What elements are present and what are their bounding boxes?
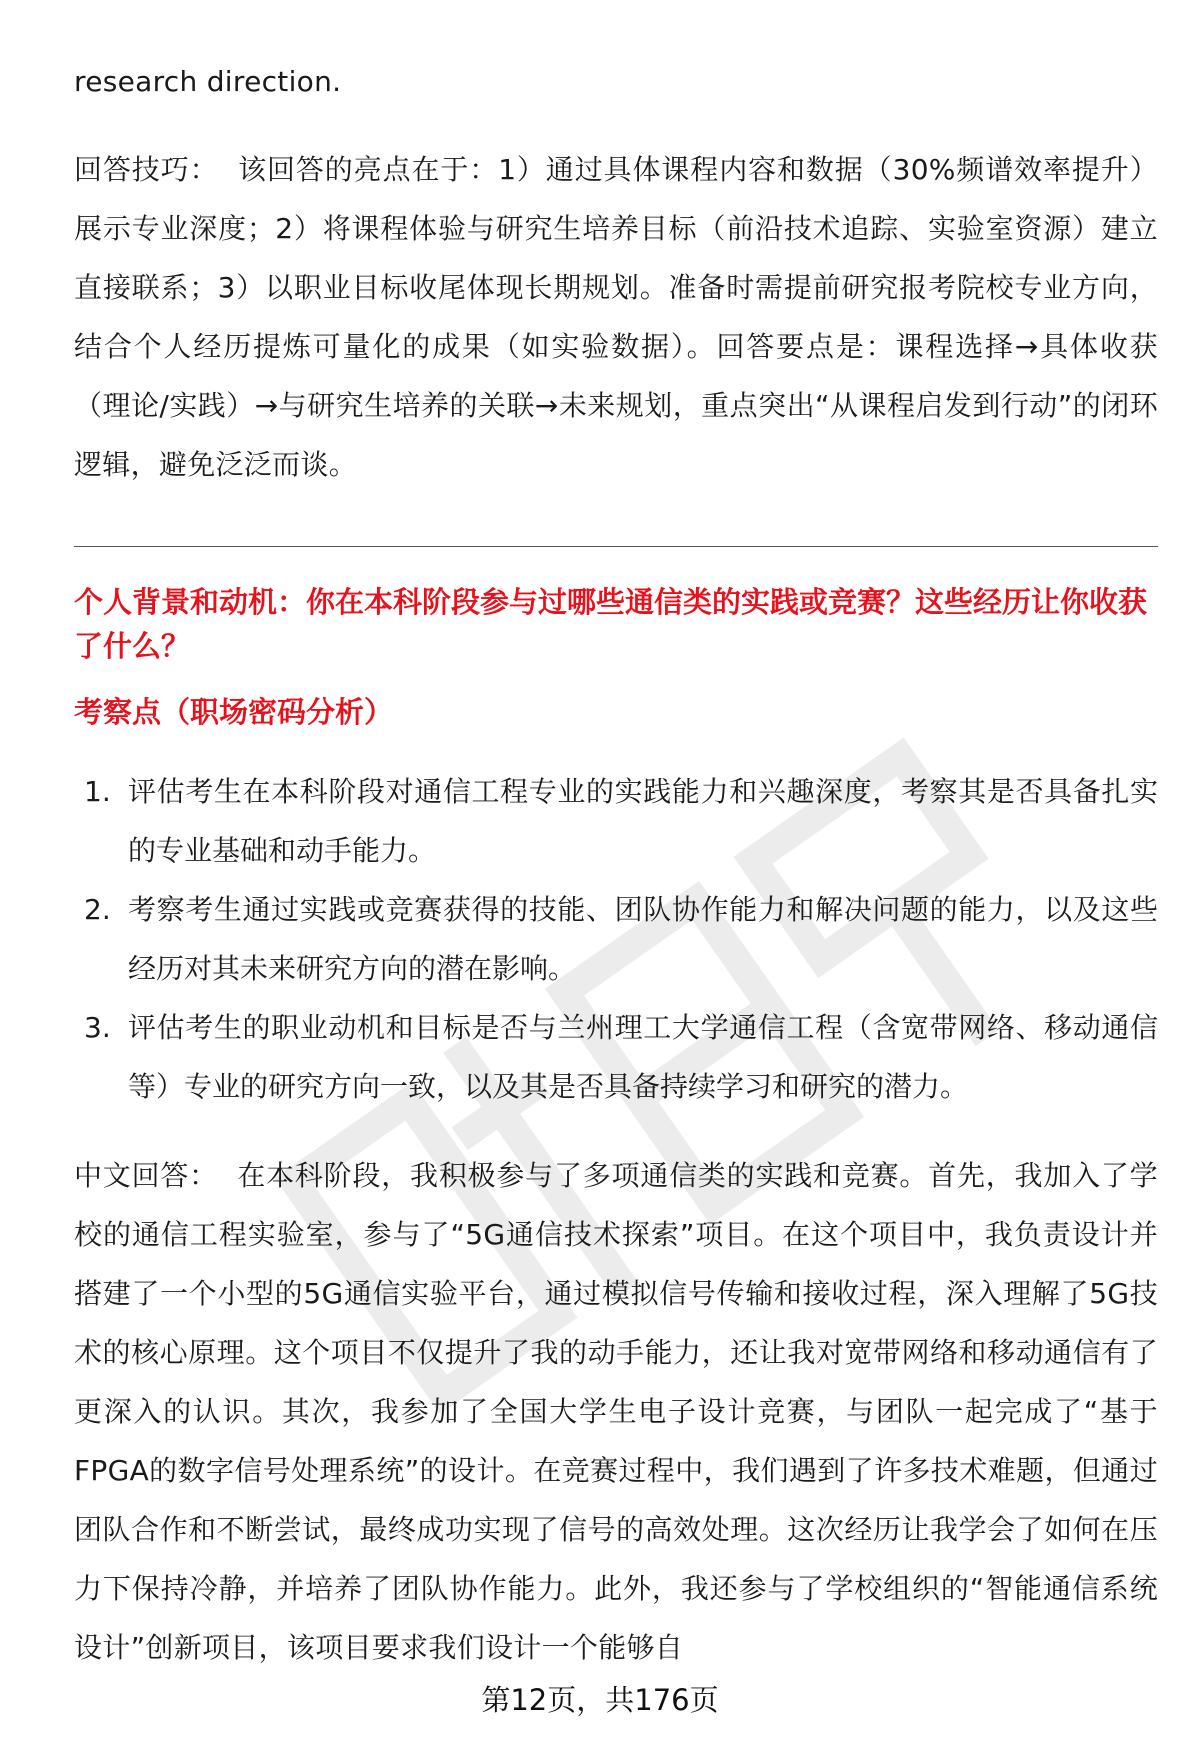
list-text: 评估考生的职业动机和目标是否与兰州理工大学通信工程（含宽带网络、移动通信等）专业的研究方向一致，以及其是否具备持续学习和研究的潜力。 — [128, 1011, 1158, 1103]
list-text: 考察考生通过实践或竞赛获得的技能、团队协作能力和解决问题的能力，以及这些经历对其未来研究方向的潜在影响。 — [128, 893, 1158, 985]
answer-paragraph — [74, 1146, 1158, 1677]
list-number: 1. — [84, 775, 111, 808]
answer-label: 中文回答： — [74, 1159, 218, 1192]
list-number: 2. — [84, 893, 111, 926]
question-title: 个人背景和动机：你在本科阶段参与过哪些通信类的实践或竞赛？这些经历让你收获了什么？ — [74, 585, 1148, 663]
tips-label: 回答技巧： — [74, 153, 219, 186]
assessment-heading: 考察点（职场密码分析） — [74, 695, 394, 729]
tips-paragraph — [74, 140, 1158, 494]
section-divider — [74, 546, 1158, 547]
list-text: 评估考生在本科阶段对通信工程专业的实践能力和兴趣深度，考察其是否具备扎实的专业基础和动手能力。 — [128, 775, 1158, 867]
intro-tail-text: research direction. — [74, 65, 342, 98]
answer-text: 在本科阶段，我积极参与了多项通信类的实践和竞赛。首先，我加入了学校的通信工程实验室，参与了“5G通信技术探索”项目。在这个项目中，我负责设计并搭建了一个小型的5G通信实验平台，通过模拟信号传输和接收过程，深入理解了5G技术的核心原理。这个项目不仅提升了我的动手能力，还让我对宽带网络和移动通信有了更深入的认识。其次，我参加了全国大学生电子设计竞赛，与团队一起完成了“基于FPGA的数字信号处理系统”的设计。在竞赛过程中，我们遇到了许多技术难题，但通过团队合作和不断尝试，最终成功实现了信号的高效处理。这次经历让我学会了如何在压力下保持冷静，并培养了团队协作能力。此外，我还参与了学校组织的“智能通信系统设计”创新项目，该项目要求我们设计一个能够自 — [74, 1159, 1158, 1664]
list-number: 3. — [84, 1011, 111, 1044]
page-footer: 第12页，共176页 — [481, 1683, 719, 1717]
list-item — [74, 762, 1158, 880]
list-item — [74, 998, 1158, 1116]
tips-text: 该回答的亮点在于：1）通过具体课程内容和数据（30%频谱效率提升）展示专业深度；2）将课程体验与研究生培养目标（前沿技术追踪、实验室资源）建立直接联系；3）以职业目标收尾体现长期规划。准备时需提前研究报考院校专业方向，结合个人经历提炼可量化的成果（如实验数据）。回答要点是：课程选择→具体收获（理论/实践）→与研究生培养的关联→未来规划，重点突出“从课程启发到行动”的闭环逻辑，避免泛泛而谈。 — [74, 153, 1159, 481]
assessment-points — [74, 762, 1158, 1116]
list-item — [74, 880, 1158, 998]
